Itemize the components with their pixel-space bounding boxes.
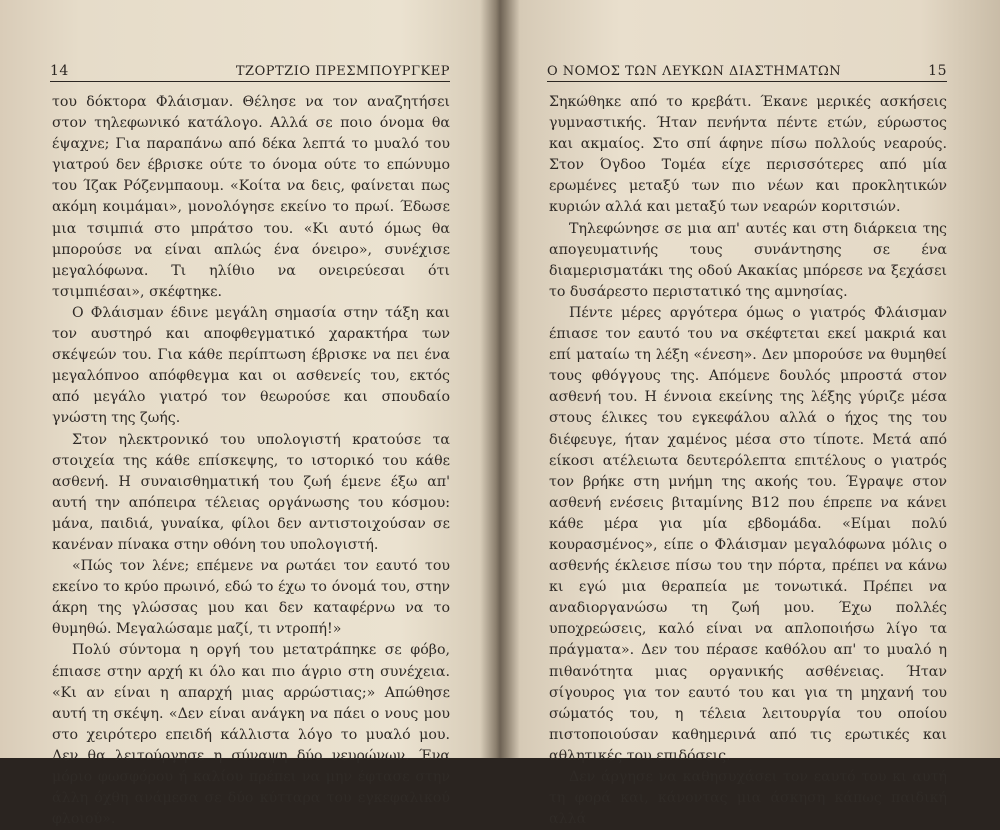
paragraph: Ο Φλάισμαν έδινε μεγάλη σημασία στην τάξη και τον αυστηρό και αποφθεγματικό χαρακτήρα των σκέψεών του. Για κάθε περίπτωση έβρισκε να πει ένα μεγαλόπνοο απόφθεγμα και οι ασθενείς του, εκτός από μεγάλο γιατρό τον θεωρούσε και σπουδαίο γνώστη της ζωής. — [52, 304, 450, 427]
page-number: 14 — [50, 63, 69, 79]
right-page-header — [547, 57, 947, 82]
running-head: ΤΖΟΡΤΖΙΟ ΠΡΕΣΜΠΟΥΡΓΚΕΡ — [235, 64, 450, 79]
paragraph: Στον ηλεκτρονικό του υπολογιστή κρατούσε τα στοιχεία της κάθε επίσκεψης, το ιστορικό του κάθε ασθενή. Η συναισθηματική του ζωή έμενε έξω απ' αυτή την απόπειρα τέλειας οργάνωσης του κόσμου: μάνα, παιδιά, γυναίκα, φίλοι δεν αντιστοιχούσαν σε κανέναν πίνακα στην οθόνη του υπολογιστή. — [52, 431, 450, 553]
paragraph: «Πώς τον λένε; επέμενε να ρωτάει τον εαυτό του εκείνο το κρύο πρωινό, εδώ το έχω το όνομά του, στην άκρη της γλώσσας μου και δεν καταφέρνω να το θυμηθώ. Μεγαλώσαμε μαζί, τι ντροπή!» — [52, 558, 450, 638]
right-page — [505, 0, 1000, 828]
page-number: 15 — [928, 63, 947, 79]
left-page-body — [52, 92, 450, 830]
paragraph: Τηλεφώνησε σε μια απ' αυτές και στη διάρκεια της απογευματινής τους συνάντησης σε ένα διαμερισματάκι της οδού Ακακίας μπόρεσε να ξεχάσει το δυσάρεστο περιστατικό της αμνησίας. — [549, 220, 947, 300]
paragraph: Πολύ σύντομα η οργή του μετατράπηκε σε φόβο, έπιασε στην αρχή κι όλο και πιο άγριο στη συνέχεια. «Κι αν είναι η απαρχή μιας αρρώστιας;» Απώθησε αυτή τη σκέψη. «Δεν είναι ανάγκη να πάει ο νους μου στο χειρότερο επειδή κάλλιστα λόγο το μυαλό μου. Δεν θα λειτούργησε η σύναψη δύο νευρώνων. Ένα μόριο φωσφόρου ή καλίου πρέπει να μην έφτασε στην άλλη όχθη ανάμεσα σε δύο κύτταρα του εγκεφαλικού φλοιού». — [52, 642, 450, 828]
paragraph: Πέντε μέρες αργότερα όμως ο γιατρός Φλάισμαν έπιασε τον εαυτό του να σκέφτεται εκεί μακριά και επί ματαίω τη λέξη «ένεση». Δεν μπορούσε να θυμηθεί τους φθόγγους της. Απόμενε δουλός μπροστά στον ασθενή του. Η έννοια εκείνης της λέξης γύριζε μέσα στους έλικες του εγκεφάλου αλλά ο ήχος της του διέφευγε, ήταν χαμένος μέσα στο τίποτε. Μετά από είκοσι ατέλειωτα δευτερόλεπτα επιτέλους ο γιατρός τον βρήκε στη μνήμη της ακοής του. Έγραψε στον ασθενή ενέσεις βιταμίνης Β12 που έπρεπε να κάνει κάθε μέρα για μία εβδομάδα. «Είμαι πολύ κουρασμένος», είπε ο Φλάισμαν μεγαλόφωνα μόλις ο ασθενής έκλεισε πίσω του την πόρτα, πρέπει να κάνω κι εγώ μια θεραπεία με τονωτικά. Πρέπει να αναδιοργανώσω τη ζωή μου. Έχω πολλές υποχρεώσεις, καλό είναι να απλοποιήσω λίγο τα πράγματα». Δεν του πέρασε καθόλου απ' το μυαλό η πιθανότητα μιας οργανικής ασθένειας. Ήταν σίγουρος για τον εαυτό του και για τη μηχανή του σώματός του, η τέλεια λειτουργία του οποίου πιστοποιούσαν καθημερινά από τις ερωτικές και αθλητικές του επιδόσεις. — [549, 304, 947, 764]
paragraph: του δόκτορα Φλάισμαν. Θέλησε να τον αναζητήσει στον τηλεφωνικό κατάλογο. Αλλά σε ποιο όνομα θα έψαχνε; Για παραπάνω από δέκα λεπτά το μυαλό του γιατρού δεν έβρισκε ούτε το όνομα ούτε το επώνυμο του Ίζακ Ρόζενμπαουμ. «Κοίτα να δεις, φαίνεται πως ακόμη κοιμάμαι», μονολόγησε εκείνο το πρωί. Έδωσε μια τσιμπιά στο μπράτσο του. «Κι αυτό όμως θα μπορούσε να είναι απλώς ένα όνειρο», συνέχισε μεγαλόφωνα. Τι ηλίθιο να ονειρεύεσαι ότι τσιμπιέσαι», σκέφτηκε. — [52, 94, 450, 300]
right-page-body — [549, 92, 947, 830]
paragraph: Δεν άργησε να καθησυχάσει τον εαυτό του κι αυτή τη φορά και, κάνοντας μια άσκηση κάπως παιδική αλλά — [549, 769, 947, 828]
paragraph: Σηκώθηκε από το κρεβάτι. Έκανε μερικές ασκήσεις γυμναστικής. Ήταν πενήντα πέντε ετών, εύρωστος και ακμαίος. Στο σπί άφηνε πίσω πολλούς νεαρούς. Στον Όγδοο Τομέα είχε περισσότερες από μία ερωμένες μεταξύ των πιο νέων και προκλητικών κυριών αλλά και μεταξύ των νεαρών κοριτσιών. — [549, 94, 947, 216]
left-page — [0, 0, 490, 828]
left-page-header — [50, 57, 450, 82]
running-head: Ο ΝΟΜΟΣ ΤΩΝ ΛΕΥΚΩΝ ΔΙΑΣΤΗΜΑΤΩΝ — [547, 64, 842, 79]
